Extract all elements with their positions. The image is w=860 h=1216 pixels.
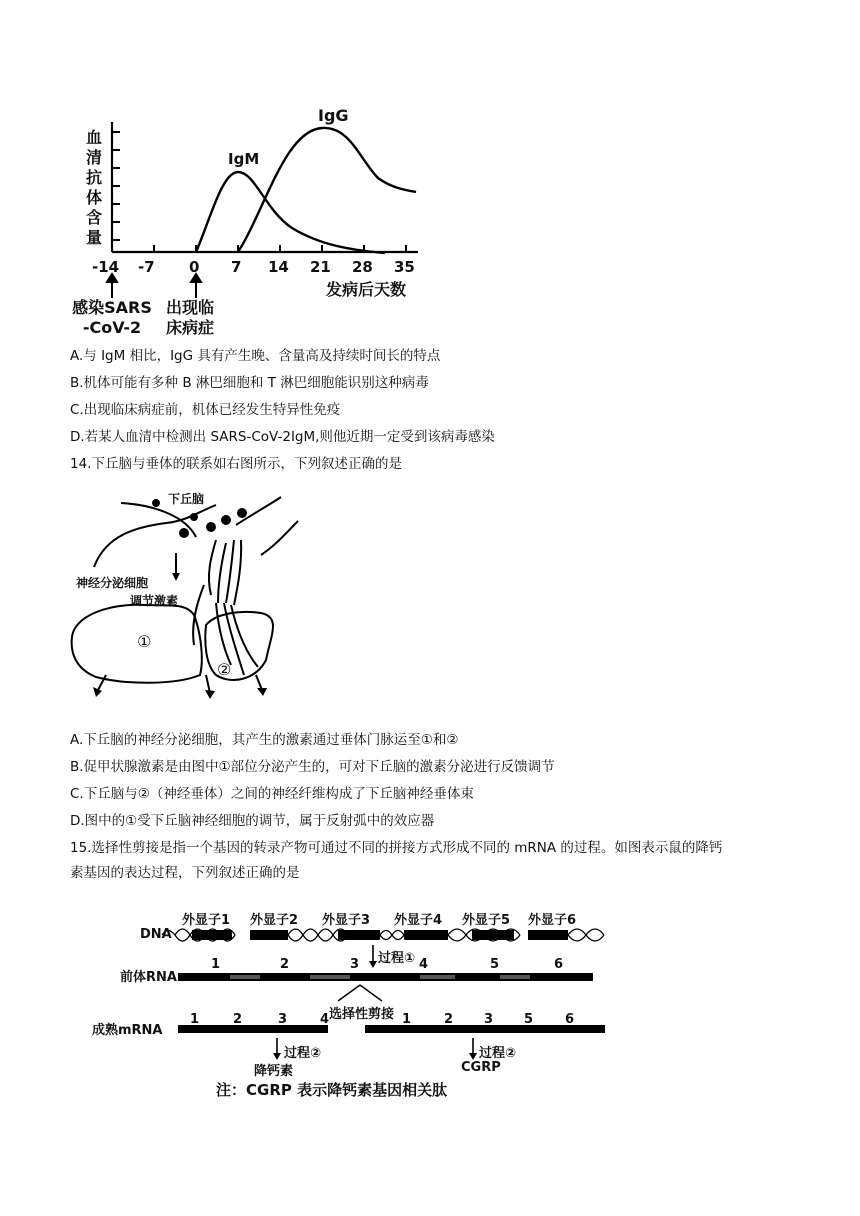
q14-stem: 14.下丘脑与垂体的联系如右图所示，下列叙述正确的是 <box>70 456 402 472</box>
igm-label: IgM <box>228 150 260 168</box>
process2-left-label: 过程② <box>284 1046 322 1061</box>
q14-option-b: B.促甲状腺激素是由图中①部位分泌产生的，可对下丘脑的激素分泌进行反馈调节 <box>70 759 555 775</box>
q13-option-a: A.与 IgM 相比，IgG 具有产生晚、含量高及持续时间长的特点 <box>70 348 441 364</box>
x-tick: 0 <box>189 258 200 276</box>
x-tick: 35 <box>394 258 415 276</box>
exon-3 <box>338 930 380 940</box>
figure-note: 注：CGRP 表示降钙素基因相关肽 <box>216 1081 448 1099</box>
q13-option-c: C.出现临床病症前，机体已经发生特异性免疫 <box>70 402 341 418</box>
exon-label-3: 外显子3 <box>322 913 371 928</box>
x-tick: 21 <box>310 258 331 276</box>
q13-option-b: B.机体可能有多种 B 淋巴细胞和 T 淋巴细胞能识别这种病毒 <box>70 375 429 391</box>
chart-ylabel: 血清抗体含量 <box>86 128 103 247</box>
q15-stem-line2: 素基因的表达过程，下列叙述正确的是 <box>70 865 300 881</box>
x-tick: -7 <box>138 258 155 276</box>
q14-option-c: C.下丘脑与②（神经垂体）之间的神经纤维构成了下丘脑神经垂体束 <box>70 786 474 802</box>
hypothalamus-pituitary-diagram <box>66 485 306 710</box>
x-tick: 14 <box>268 258 289 276</box>
process1-label: 过程① <box>378 951 416 966</box>
q14-option-d: D.图中的①受下丘脑神经细胞的调节，属于反射弧中的效应器 <box>70 813 435 829</box>
exon-1 <box>192 930 232 940</box>
exon-4 <box>404 930 448 940</box>
label-regulatory-hormone: 调节激素 <box>130 594 179 608</box>
x-tick: -14 <box>92 258 120 276</box>
exon-2 <box>250 930 288 940</box>
exon-label-5: 外显子5 <box>462 913 511 928</box>
process2-right-label: 过程② <box>479 1046 517 1061</box>
x-tick: 28 <box>352 258 373 276</box>
mature-mrna-label: 成熟mRNA <box>92 1023 163 1038</box>
igg-curve <box>238 128 416 252</box>
infection-label: 感染SARS -CoV-2 <box>72 298 152 337</box>
cgrp-label: CGRP <box>461 1060 501 1075</box>
chart-xlabel: 发病后天数 <box>326 280 407 299</box>
exon-label-6: 外显子6 <box>528 913 577 928</box>
x-tick: 7 <box>231 258 242 276</box>
symptom-label: 出现临 床病症 <box>166 298 215 337</box>
label-neurosecretory-cells: 神经分泌细胞 <box>76 576 149 590</box>
calcitonin-label: 降钙素 <box>254 1064 294 1079</box>
igg-label: IgG <box>318 106 349 125</box>
igm-curve <box>196 172 385 253</box>
label-hypothalamus: 下丘脑 <box>168 492 205 506</box>
splice-label: 选择性剪接 <box>329 1007 395 1022</box>
exon-label-4: 外显子4 <box>394 913 443 928</box>
q14-option-a: A.下丘脑的神经分泌细胞，其产生的激素通过垂体门脉运至①和② <box>70 732 459 748</box>
label-region-2: ② <box>217 660 232 679</box>
pre-rna-label: 前体RNA <box>120 970 177 985</box>
q15-stem-line1: 15.选择性剪接是指一个基因的转录产物可通过不同的拼接方式形成不同的 mRNA 的过程。如图表示鼠的降钙 <box>70 840 723 856</box>
exon-5 <box>472 930 514 940</box>
exon-label-1: 外显子1 <box>182 913 231 928</box>
label-region-1: ① <box>137 632 152 651</box>
dna-label: DNA <box>140 927 172 942</box>
mature-mrna-left <box>178 1025 328 1033</box>
exon-label-2: 外显子2 <box>250 913 299 928</box>
q13-option-d: D.若某人血清中检测出 SARS-CoV-2IgM,则他近期一定受到该病毒感染 <box>70 429 495 445</box>
exon-6 <box>528 930 568 940</box>
